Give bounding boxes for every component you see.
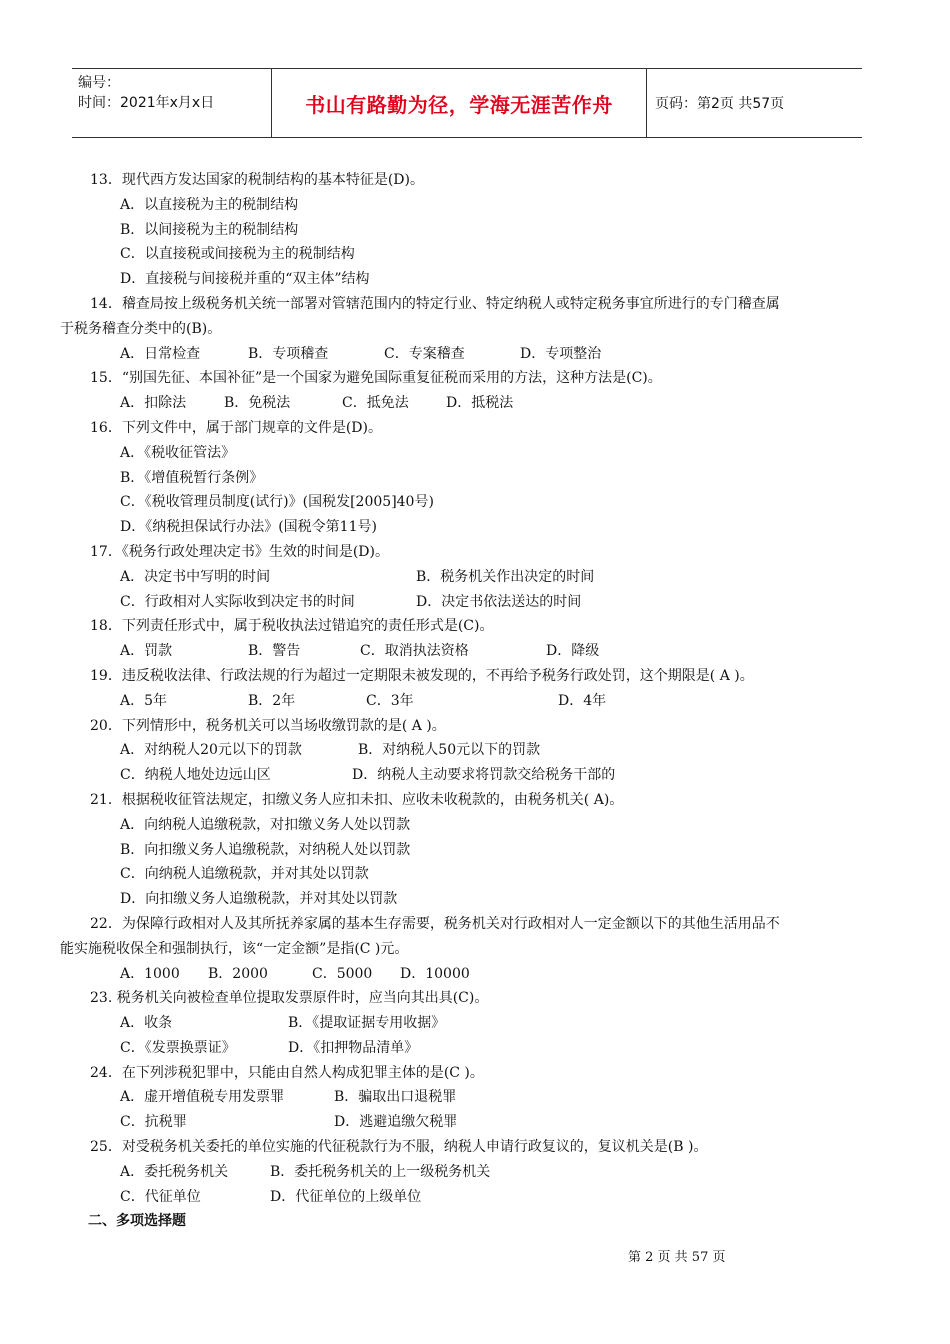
option: D．代征单位的上级单位 [270,1188,422,1205]
option-row [60,763,880,788]
option-row [60,1011,880,1036]
option: A．5年 [120,692,168,709]
option-row [60,1085,880,1110]
option-row [60,1160,880,1185]
option: A．向纳税人追缴税款，对扣缴义务人处以罚款 [120,816,411,833]
option: D．10000 [400,965,470,982]
option: B．2年 [248,692,296,709]
option: B．《提取证据专用收据》 [288,1015,446,1032]
question-stem: 21．根据税收征管法规定，扣缴义务人应扣未扣、应收未收税款的，由税务机关( A)。 [90,791,624,808]
option: D．逃避追缴欠税罪 [334,1114,458,1131]
option: C．纳税人地处边远山区 [120,767,271,784]
question-stem: 22．为保障行政相对人及其所抚养家属的基本生存需要，税务机关对行政相对人一定金额以下的其他生活用品不 [90,915,780,932]
option-row [60,639,880,664]
option-row [60,1036,880,1061]
option: C．专案稽查 [384,345,465,362]
option: A．罚款 [120,643,173,660]
section-heading: 二、多项选择题 [88,1213,186,1230]
option: B．专项稽查 [248,345,329,362]
document-number-label: 编号： [78,75,120,91]
option-row [60,565,880,590]
option: B．2000 [208,965,268,982]
question-stem: 17．《税务行政处理决定书》生效的时间是(D)。 [90,543,389,560]
option-row [60,391,880,416]
option: D．决定书依法送达的时间 [416,593,582,610]
option: A．日常检查 [120,345,201,362]
option-row [60,342,880,367]
option: A．对纳税人20元以下的罚款 [120,742,302,759]
question-stem: 19．违反税收法律、行政法规的行为超过一定期限未被发现的，不再给予税务行政处罚，这个期限是( A )。 [90,667,754,684]
option: C．抵免法 [342,395,409,412]
option: D．纳税人主动要求将罚款交给税务干部的 [352,767,616,784]
option: A．1000 [120,965,180,982]
option: B．《增值税暂行条例》 [120,469,264,486]
question-stem-continued: 能实施税收保全和强制执行，该“一定金额”是指(C )元。 [60,940,409,957]
option: C．抗税罪 [120,1114,187,1131]
question-stem: 18．下列责任形式中，属于税收执法过错追究的责任形式是(C)。 [90,618,494,635]
option: B．警告 [248,643,301,660]
option: B．对纳税人50元以下的罚款 [358,742,541,759]
option: A．虚开增值税专用发票罪 [120,1089,285,1106]
option: D．4年 [558,692,607,709]
option: C．《税收管理员制度(试行)》(国税发[2005]40号) [120,494,434,511]
option-row [60,1110,880,1135]
option: C．5000 [312,965,373,982]
option: B．以间接税为主的税制结构 [120,221,299,238]
option: D．直接税与间接税并重的“双主体”结构 [120,271,370,288]
option: C．《发票换票证》 [120,1039,236,1056]
option: D．向扣缴义务人追缴税款，并对其处以罚款 [120,891,398,908]
document-time: 时间：2021年x月x日 [78,95,215,111]
question-stem: 13．现代西方发达国家的税制结构的基本特征是(D)。 [90,172,424,188]
option: A．决定书中写明的时间 [120,568,271,585]
option-row [60,738,880,763]
option: A．《税收征管法》 [120,444,236,461]
question-stem: 15．“别国先征、本国补征”是一个国家为避免国际重复征税而采用的方法，这种方法是(C)。 [90,370,662,387]
option: C．取消执法资格 [360,643,469,660]
option: D．降级 [546,643,600,660]
header-page-info: 页码：第2页 共57页 [655,96,785,112]
option: D．《纳税担保试行办法》(国税令第11号) [120,519,377,536]
option: C．代征单位 [120,1188,201,1205]
header-motto: 书山有路勤为径，学海无涯苦作舟 [272,69,647,137]
option: B．向扣缴义务人追缴税款，对纳税人处以罚款 [120,841,411,858]
option: A．扣除法 [120,395,187,412]
option: C．以直接税或间接税为主的税制结构 [120,246,355,263]
option-row [60,590,880,615]
page-footer: 第 2 页 共 57 页 [628,1250,726,1265]
question-stem: 24．在下列涉税犯罪中，只能由自然人构成犯罪主体的是(C )。 [90,1064,484,1081]
option-row [60,962,880,987]
option-row [60,1185,880,1210]
question-stem: 16．下列文件中，属于部门规章的文件是(D)。 [90,419,382,436]
option: C．行政相对人实际收到决定书的时间 [120,593,355,610]
option: D．抵税法 [446,395,514,412]
option-row [60,689,880,714]
option: B．委托税务机关的上一级税务机关 [270,1163,491,1180]
page-header [72,68,862,138]
option: C．3年 [366,692,414,709]
document-body [60,168,880,1234]
option: D．《扣押物品清单》 [288,1039,419,1056]
option: D．专项整治 [520,345,602,362]
option: B．税务机关作出决定的时间 [416,568,595,585]
option: A．收条 [120,1015,173,1032]
option: B．免税法 [224,395,291,412]
option: A．委托税务机关 [120,1163,229,1180]
question-stem-continued: 于税务稽查分类中的(B)。 [60,320,222,337]
option: B．骗取出口退税罪 [334,1089,457,1106]
header-meta [72,69,272,137]
question-stem: 20．下列情形中，税务机关可以当场收缴罚款的是( A )。 [90,717,446,734]
option: C．向纳税人追缴税款，并对其处以罚款 [120,866,369,883]
question-stem: 14．稽查局按上级税务机关统一部署对管辖范围内的特定行业、特定纳税人或特定税务事宜所进行的专门稽查属 [90,295,780,312]
question-stem: 23. 税务机关向被检查单位提取发票原件时，应当向其出具(C)。 [90,990,489,1007]
option: A．以直接税为主的税制结构 [120,196,299,213]
question-stem: 25．对受税务机关委托的单位实施的代征税款行为不服，纳税人申请行政复议的，复议机关是(B )。 [90,1139,708,1156]
